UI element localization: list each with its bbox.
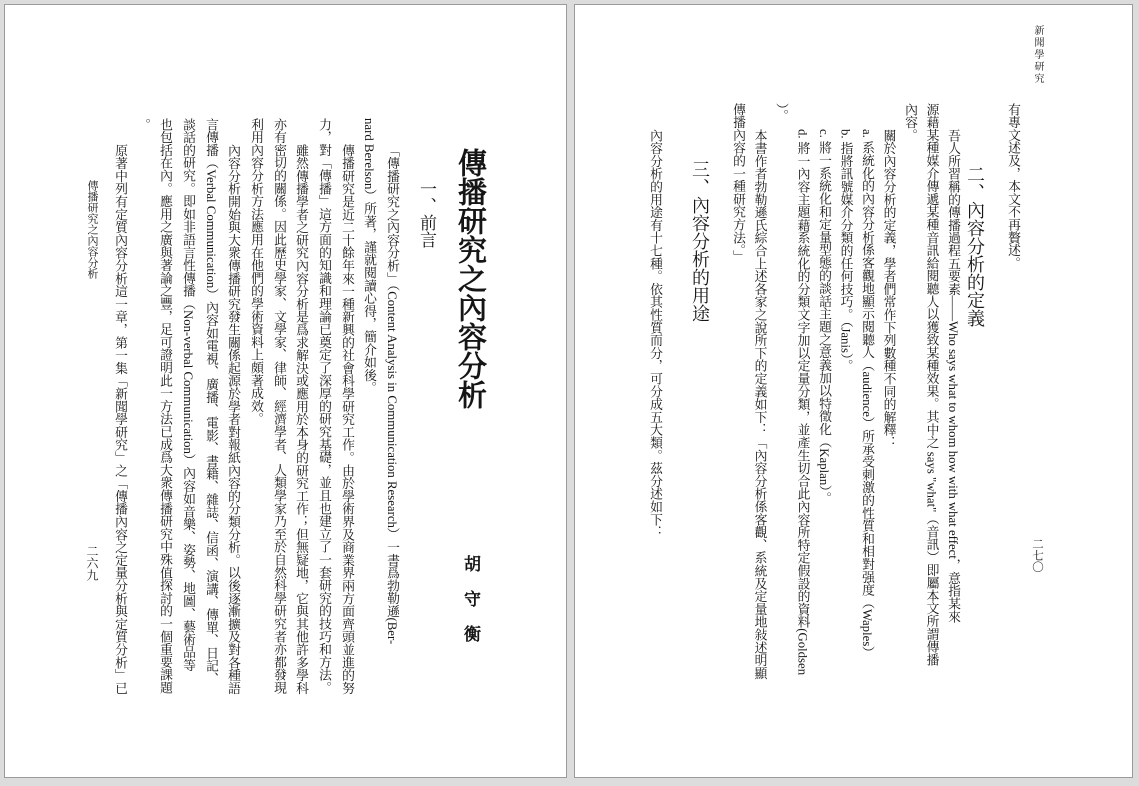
body-column: 力，對「傳播」這方面的知識和理論已奠定了深厚的研究基礎，並且也建立了一套研究的技巧和方法。 (317, 118, 331, 694)
body-column: b. 指將訊號媒介分類的任何技巧。（Janis）。 (838, 128, 853, 372)
body-column: 。 (136, 118, 150, 131)
section-heading-introduction: 一、前言 (417, 180, 436, 248)
body-column: 雖然傳播學者之研究內容分析是爲求解決或應用於本身的研究工作；但無疑地，它與其他許多學科 (294, 143, 308, 694)
body-column: ）。 (774, 103, 788, 123)
body-column: 有專文述及，本文不再贅述。 (1006, 103, 1020, 270)
document-page-right[interactable] (574, 4, 1133, 778)
body-column: 吾人所習稱的傳播過程五要素——Who says what to whom how with what effect，意指某來 (946, 128, 960, 623)
body-column: 內容。 (903, 103, 917, 142)
body-column: 原著中列有定質內容分析這一章，第一集「新聞學研究」之「傳播內容之定量分析與定質分析」已 (113, 143, 127, 694)
body-column: nard Berelson）所著，謹就閱讀心得，簡介如後。 (362, 118, 376, 395)
body-column: 源藉某種媒介傳遞某種音訊給閱聽人以獲致某種效果。其中之 says "what"（音訊）即屬本文所謂傳播 (924, 103, 939, 666)
section-heading-definition: 二、內容分析的定義 (965, 165, 985, 327)
body-column: 言傳播（Verbal Communication）內容如電視、廣播、電影、書籍、雜誌、信函、演講、傳單、日記、 (204, 118, 218, 686)
body-column: 關於內容分析的定義，學者們常作下列數種不同的解釋： (881, 128, 896, 449)
body-column: 內容分析的用途有十七種。依其性質而分，可分成五大類。茲分述如下： (648, 128, 662, 539)
body-column: d. 將一內容主題藉系統化的分類文字加以定量分類，並產生切合此內容所特定假設的資料(Goldsen (795, 128, 810, 675)
page-number: 二六九 (85, 545, 99, 581)
section-heading-uses: 三、內容分析的用途 (690, 160, 710, 322)
body-column: c. 將一系統化和定量型態的談話主題之意義加以特徵化（Kaplan）。 (817, 128, 831, 505)
body-column: 談話的研究。即如非語言性傳播（Non-verbal Communication）內容如音樂、姿勢、地圖、藝術品等 (181, 118, 195, 672)
document-page-left[interactable] (4, 4, 567, 778)
running-footer-title: 傳播研究之內容分析 (86, 180, 98, 279)
author-name: 胡守衡 (461, 555, 480, 660)
body-column: 傳播內容的一種研究方法。」 (731, 103, 745, 263)
article-title: 傳播研究之內容分析 (454, 148, 486, 409)
body-column: 利用內容分析方法應用在他們的學術資料上頗著成效。 (249, 118, 263, 426)
running-header-journal: 新聞學研究 (1032, 25, 1043, 85)
body-column: 本書作者勃勒遜氏綜合上述各家之說所下的定義如下：「內容分析係客觀、系統及定量地敍述明顯 (752, 128, 767, 679)
body-column: a. 系統化的內容分析係客觀地顯示閱聽人（audience）所承受刺激的性質和相對强度（Waples） (860, 128, 874, 659)
body-column: 也包括在內。應用之廣與著論之豐，足可證明此一方法已成爲大衆傳播研究中殊值探討的一個重要課題 (158, 118, 172, 694)
body-column: 「傳播研究之內容分析」（Content Analysis in Communication Research）一書爲勃勒遜(Ber- (385, 143, 399, 644)
page-number: 二七〇 (1031, 538, 1043, 573)
body-column: 內容分析開始與大衆傳播研究發生關係起源於學者對報紙內容的分類分析。以後逐漸擴及對各種語 (226, 143, 240, 694)
body-column: 亦有密切的關係。因此歷史學家、文學家、律師、經濟學者、人類學家乃至於自然科學研究者亦都發現 (272, 118, 286, 694)
body-column: 傳播研究是近二十餘年來一種新興的社會科學研究工作。由於學術界及商業界兩方面齊頭並進的努 (340, 143, 354, 694)
